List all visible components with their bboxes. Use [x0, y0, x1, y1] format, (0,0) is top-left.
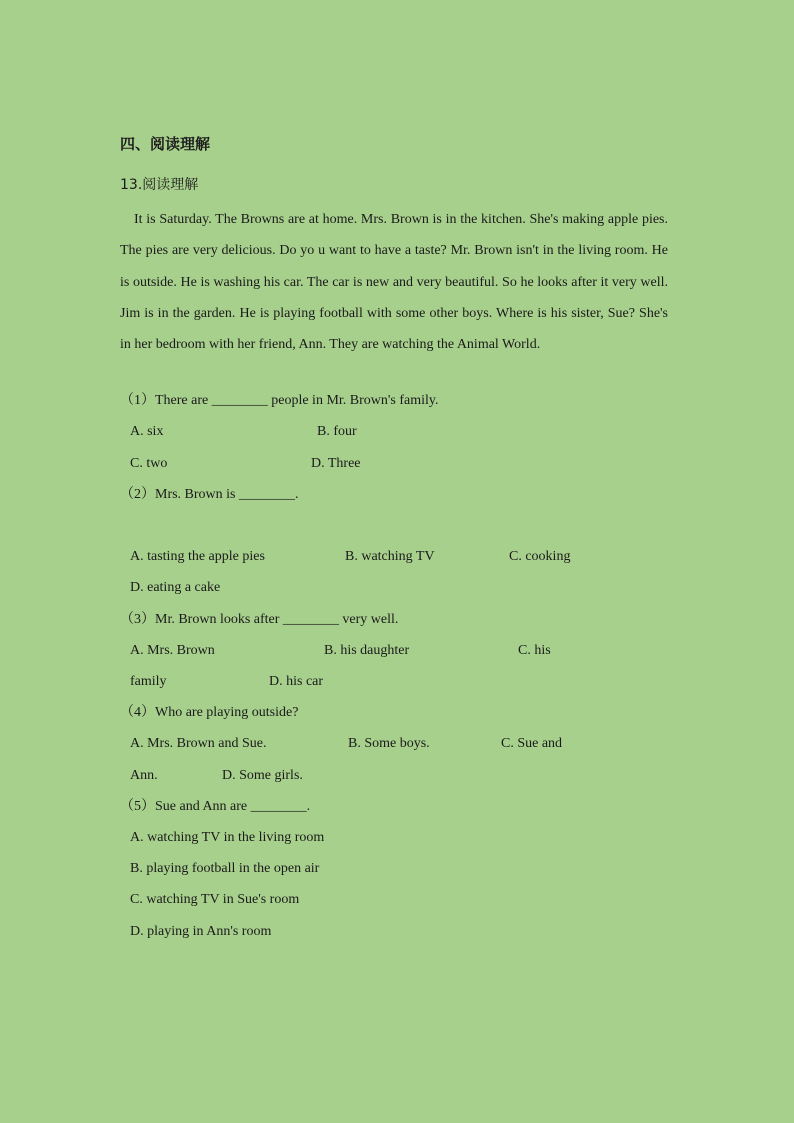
- question-5-stem: （5）Sue and Ann are ________.: [120, 799, 311, 814]
- q3-option-a: A. Mrs. Brown: [130, 643, 215, 658]
- q3-option-c: C. his: [518, 643, 551, 658]
- q1-option-c: C. two: [130, 456, 168, 471]
- q3-option-d: D. his car: [269, 674, 324, 689]
- q5-option-c: C. watching TV in Sue's room: [130, 892, 300, 907]
- q4-option-d: D. Some girls.: [222, 768, 303, 783]
- q3-option-c-continued: family: [130, 674, 167, 689]
- reading-passage: [120, 204, 668, 360]
- question-3-stem: （3）Mr. Brown looks after ________ very well.: [120, 612, 399, 627]
- q5-option-a: A. watching TV in the living room: [130, 830, 325, 845]
- q3-option-b: B. his daughter: [324, 643, 410, 658]
- q4-option-b: B. Some boys.: [348, 736, 430, 751]
- question-title: 13.阅读理解: [120, 177, 199, 193]
- q2-option-a: A. tasting the apple pies: [130, 549, 265, 564]
- passage-text: It is Saturday. The Browns are at home. Mrs. Brown is in the kitchen. She's making apple pies. The pies are very delicious. Do yo u want to have a taste? Mr. Brown isn't in the living room. He is outside. He is washing his car. The car is new and very beautiful. So he looks after it very well. Jim is in the garden. He is playing football with some other boys. Where is his sister, Sue? She's in her bedroom with her friend, Ann. They are watching the Animal World.: [120, 212, 668, 353]
- question-4-stem: （4）Who are playing outside?: [120, 705, 299, 720]
- q2-option-b: B. watching TV: [345, 549, 435, 564]
- q5-option-b: B. playing football in the open air: [130, 861, 320, 876]
- section-title: 四、阅读理解: [120, 135, 211, 153]
- q1-option-b: B. four: [317, 424, 357, 439]
- q2-option-d: D. eating a cake: [130, 580, 221, 595]
- q4-option-c: C. Sue and: [501, 736, 563, 751]
- question-1-stem: （1）There are ________ people in Mr. Brown's family.: [120, 393, 439, 408]
- question-2-stem: （2）Mrs. Brown is ________.: [120, 487, 299, 502]
- q4-option-a: A. Mrs. Brown and Sue.: [130, 736, 267, 751]
- q4-option-c-continued: Ann.: [130, 768, 158, 783]
- q2-option-c: C. cooking: [509, 549, 571, 564]
- q1-option-d: D. Three: [311, 456, 361, 471]
- q1-option-a: A. six: [130, 424, 164, 439]
- q5-option-d: D. playing in Ann's room: [130, 924, 272, 939]
